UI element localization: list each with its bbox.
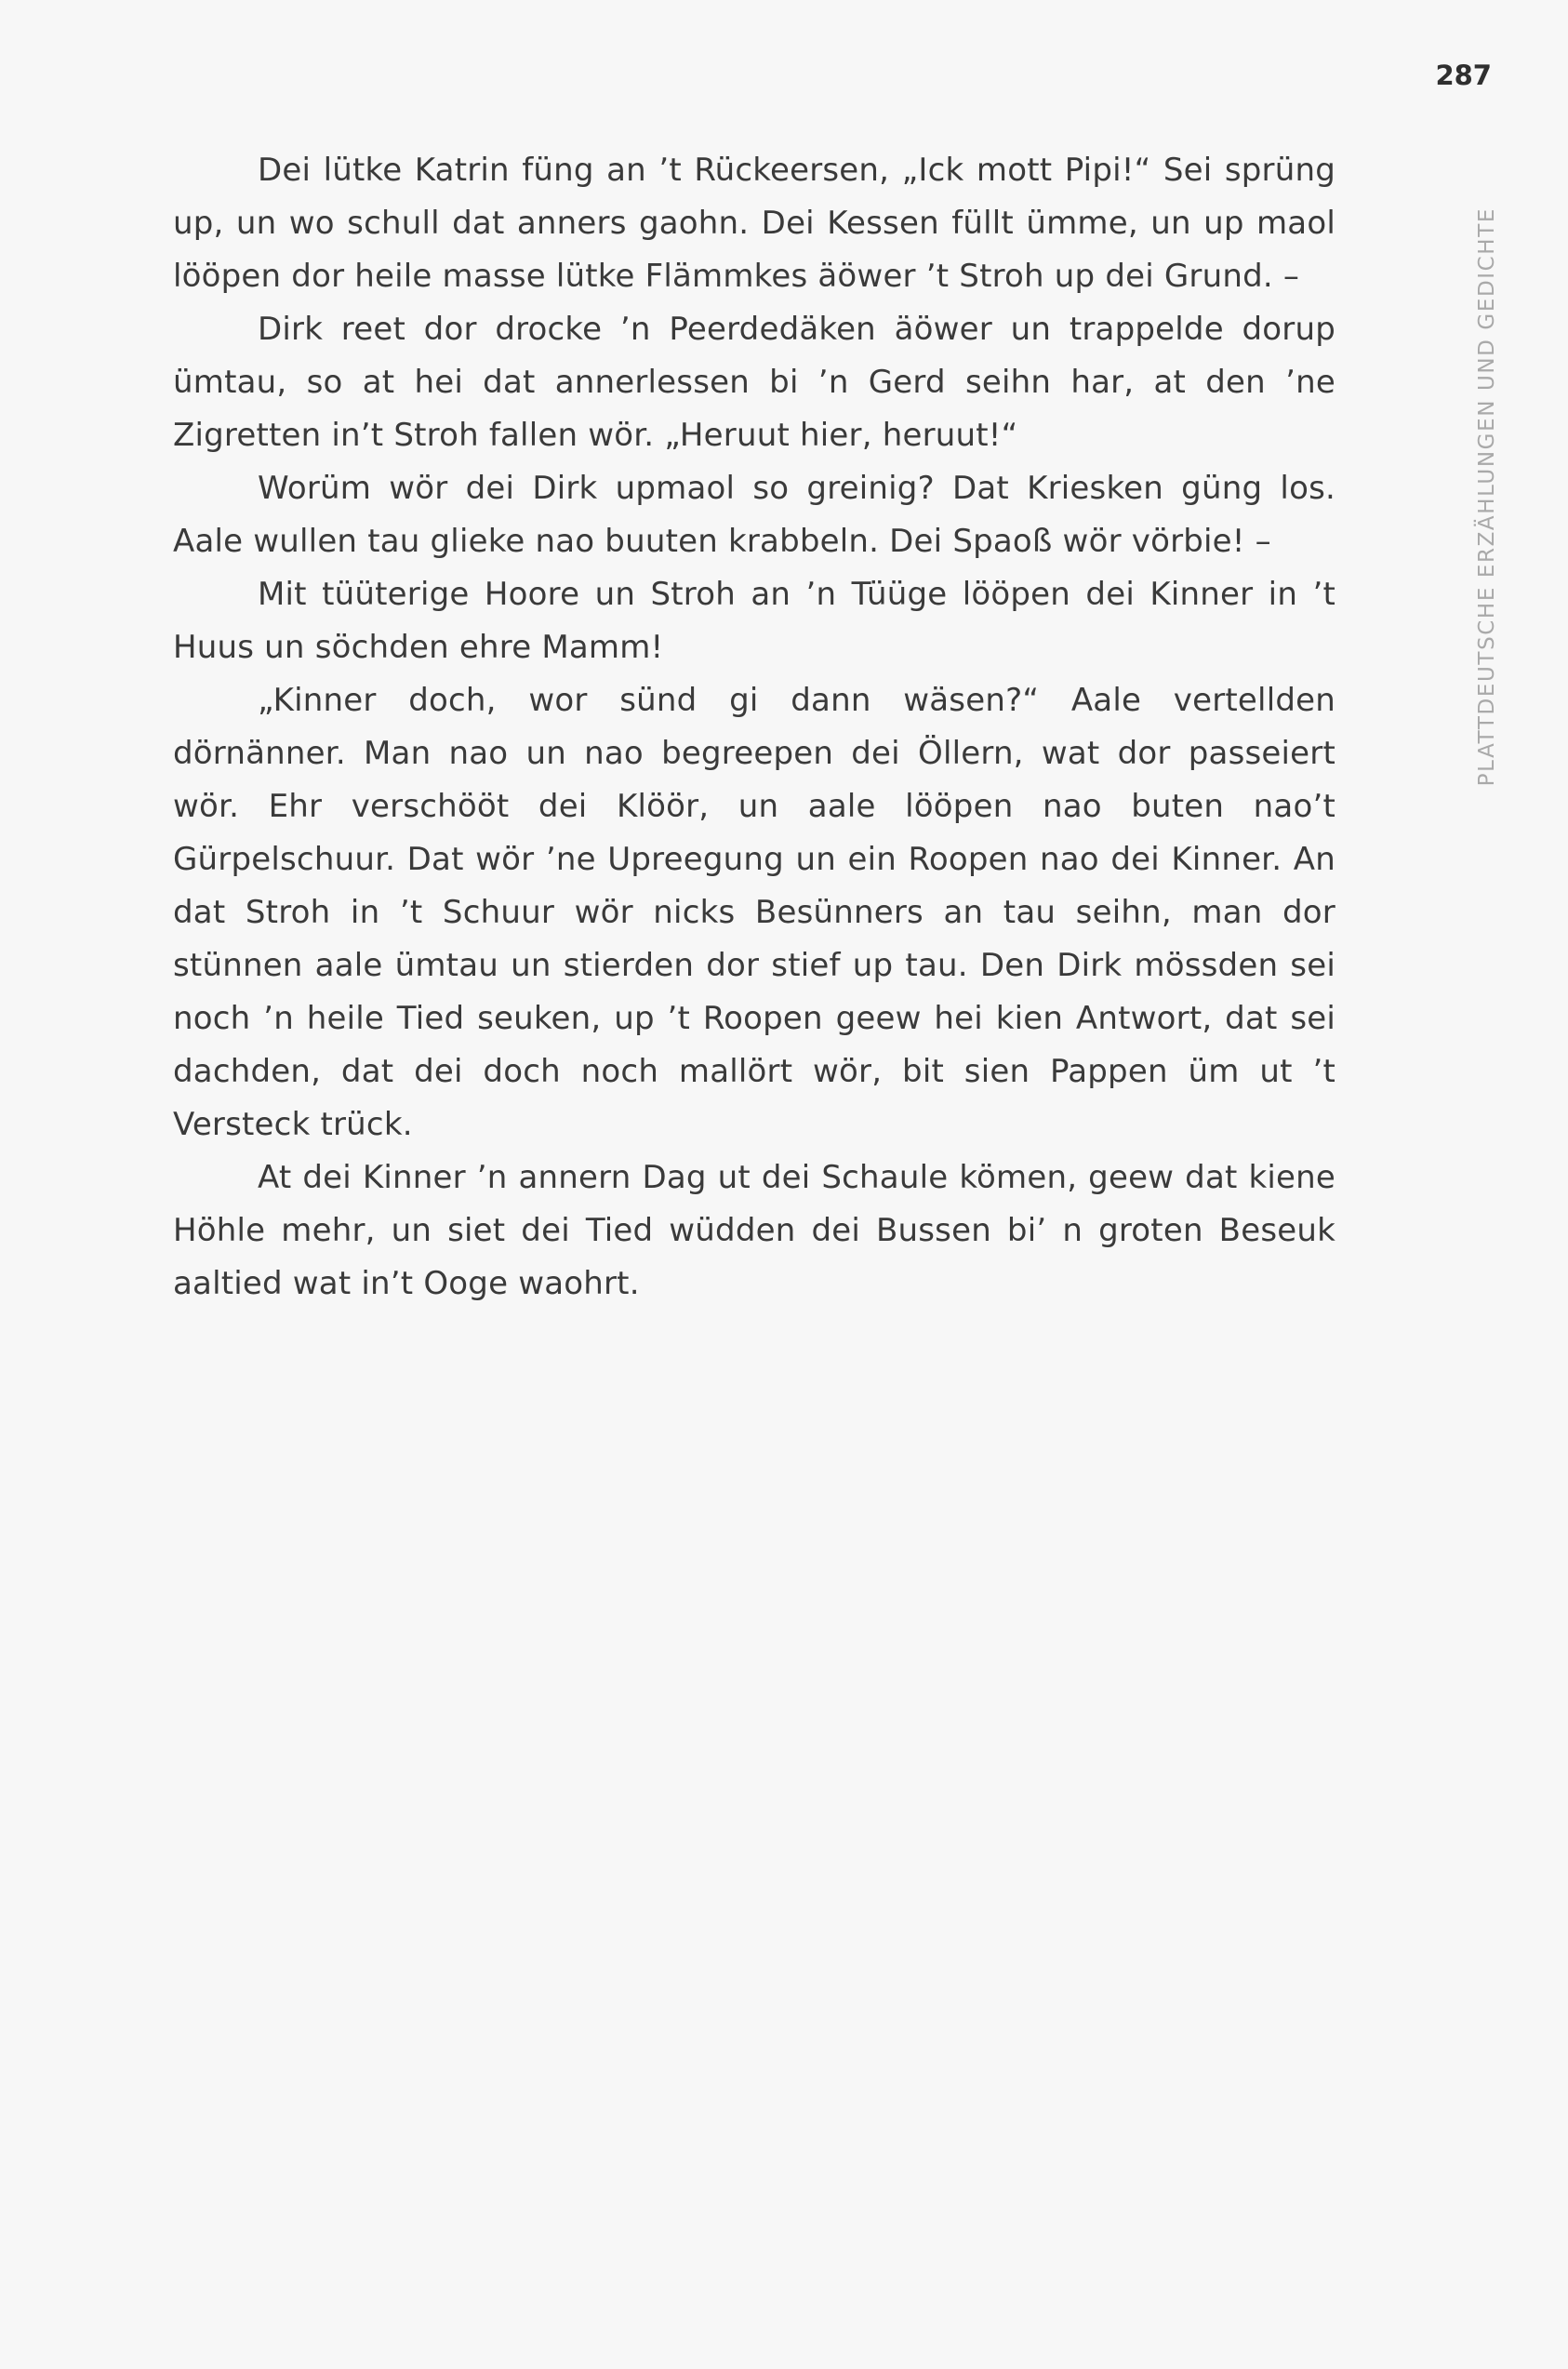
running-head-text: PLATTDEUTSCHE ERZÄHLUNGEN UND GEDICHTE	[1474, 206, 1499, 786]
body-text	[173, 144, 1335, 1311]
paragraph: Dirk reet dor drocke ’n Peerdedäken äöwer un trappelde dorup ümtau, so at hei dat annerlessen bi ’n Gerd seihn har, at den ’ne Zigretten in’t Stroh fallen wör. „Heruut hier, heruut!“	[173, 311, 1335, 454]
paragraph: Worüm wör dei Dirk upmaol so greinig? Dat Kriesken güng los. Aale wullen tau glieke nao buuten krabbeln. Dei Spaoß wör vörbie! –	[173, 470, 1335, 560]
running-head	[1470, 153, 1503, 786]
paragraph: Dei lütke Katrin füng an ’t Rückeersen, „Ick mott Pipi!“ Sei sprüng up, un wo schull dat anners gaohn. Dei Kessen füllt ümme, un up maol lööpen dor heile masse lütke Flämmkes äöwer ’t Stroh up dei Grund. –	[173, 152, 1335, 295]
page-number: 287	[1435, 60, 1492, 91]
paragraph: At dei Kinner ’n annern Dag ut dei Schaule kömen, geew dat kiene Höhle mehr, un siet dei Tied wüdden dei Bussen bi’ n groten Beseuk aaltied wat in’t Ooge waohrt.	[173, 1159, 1335, 1302]
paragraph: Mit tüüterige Hoore un Stroh an ’n Tüüge lööpen dei Kinner in ’t Huus un söchden ehre Mamm!	[173, 576, 1335, 666]
paragraph: „Kinner doch, wor sünd gi dann wäsen?“ Aale vertellden dörnänner. Man nao un nao begreepen dei Öllern, wat dor passeiert wör. Ehr verschööt dei Klöör, un aale lööpen nao buten nao’t Gürpelschuur. Dat wör ’ne Upreegung un ein Roopen nao dei Kinner. An dat Stroh in ’t Schuur wör nicks Besünners an tau seihn, man dor stünnen aale ümtau un stierden dor stief up tau. Den Dirk mössden sei noch ’n heile Tied seuken, up ’t Roopen geew hei kien Antwort, dat sei dachden, dat dei doch noch mallört wör, bit sien Pappen üm ut ’t Versteck trück.	[173, 682, 1335, 1143]
